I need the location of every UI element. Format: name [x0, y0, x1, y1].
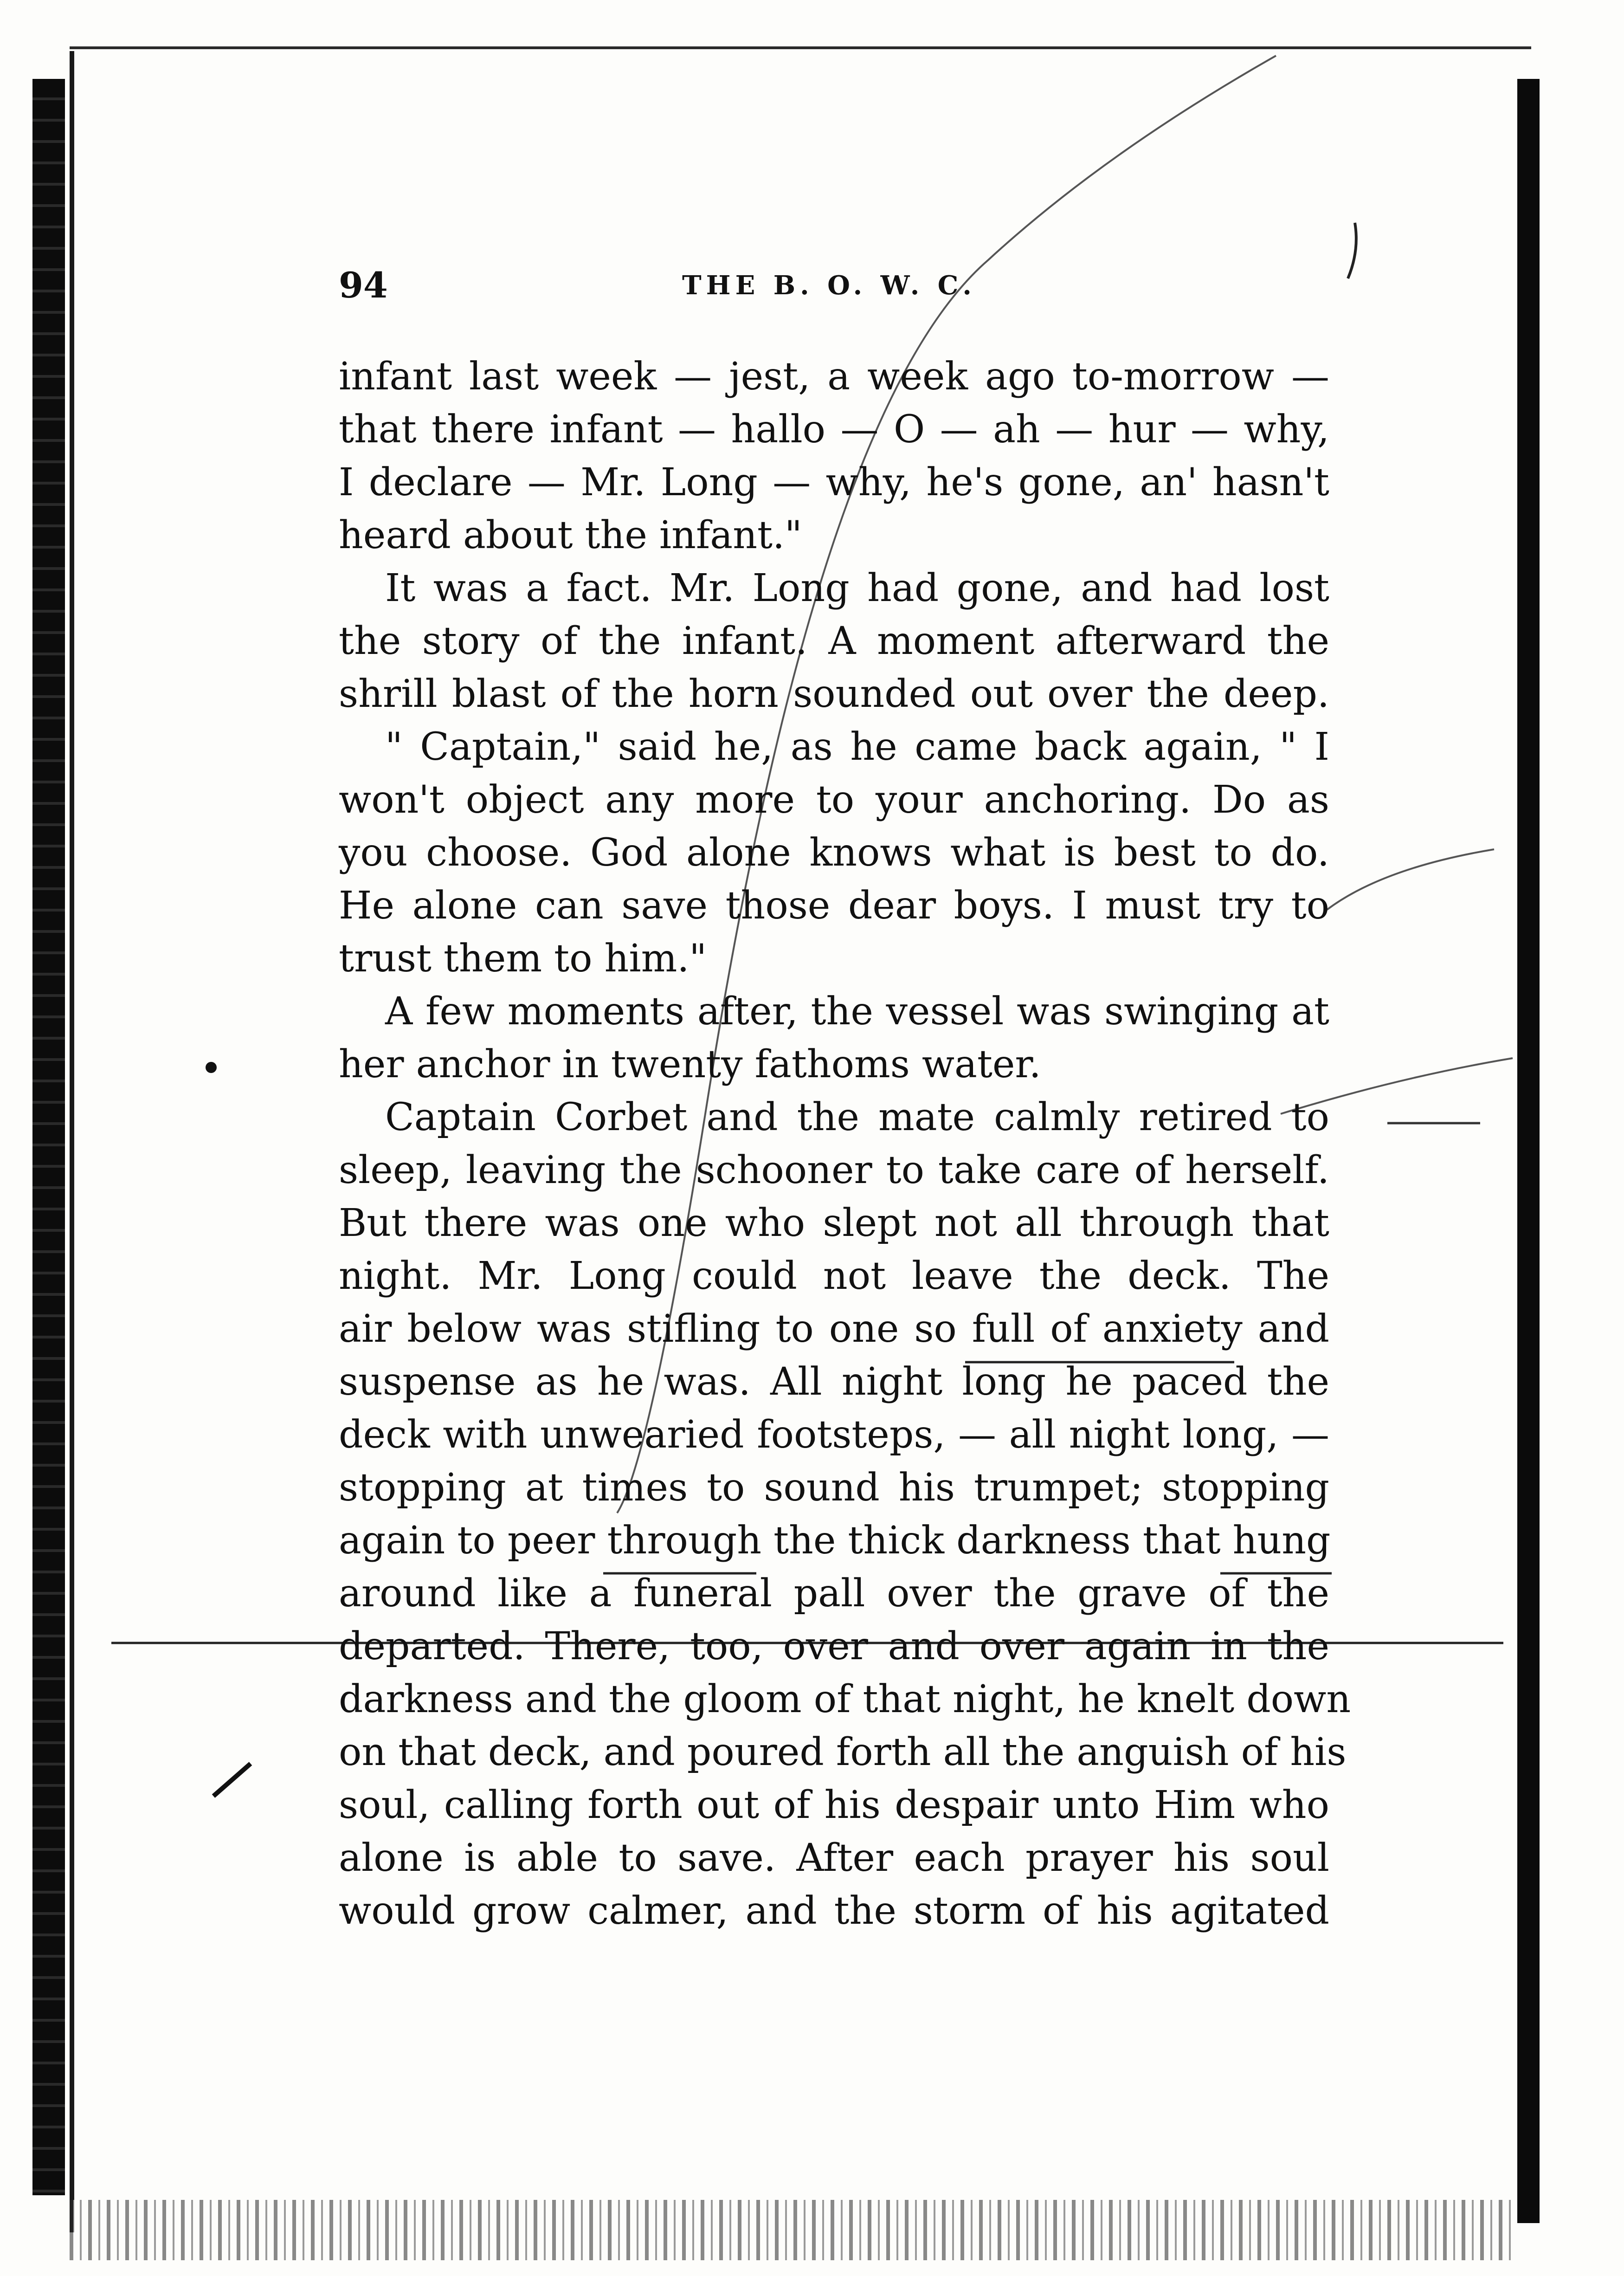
text-line: It was a fact. Mr. Long had gone, and had lost: [385, 566, 1329, 610]
text-line: He alone can save those dear boys. I must try to: [339, 884, 1329, 928]
text-line: trust them to him.": [339, 937, 707, 981]
text-line: " Captain," said he, as he came back again, " I: [385, 725, 1329, 769]
text-line: sleep, leaving the schooner to take care of herself.: [339, 1148, 1329, 1192]
text-line: the story of the infant. A moment afterward the: [339, 619, 1329, 663]
text-line: shrill blast of the horn sounded out over the deep.: [339, 672, 1329, 716]
text-line: alone is able to save. After each prayer his soul: [339, 1836, 1329, 1880]
text-line: air below was stifling to one so full of anxiety and: [339, 1307, 1329, 1351]
text-line: on that deck, and poured forth all the anguish of his: [339, 1730, 1347, 1774]
text-line: But there was one who slept not all through that: [339, 1201, 1329, 1245]
text-line: suspense as he was. All night long he paced the: [339, 1360, 1329, 1404]
body-text: [339, 350, 1351, 1938]
text-line: Captain Corbet and the mate calmly retired to: [385, 1095, 1329, 1139]
text-line: infant last week — jest, a week ago to-morrow —: [339, 355, 1329, 399]
margin-dot: [206, 1062, 217, 1073]
text-line: around like a funeral pall over the grave of the: [339, 1571, 1329, 1616]
running-head: THE B. O. W. C.: [682, 270, 976, 301]
text-line: I declare — Mr. Long — why, he's gone, an' hasn't: [339, 460, 1329, 504]
text-line: soul, calling forth out of his despair unto Him who: [339, 1783, 1329, 1827]
page-number: 94: [339, 265, 388, 306]
text-line: again to peer through the thick darkness that hung: [339, 1519, 1331, 1563]
margin-tick-mark: [213, 1764, 251, 1796]
text-line: won't object any more to your anchoring. Do as: [339, 778, 1329, 822]
text-line: you choose. God alone knows what is best to do.: [339, 831, 1329, 875]
page-header: [339, 260, 1336, 311]
text-line: stopping at times to sound his trumpet; stopping: [339, 1466, 1329, 1510]
text-line: heard about the infant.": [339, 513, 802, 557]
text-line: deck with unwearied footsteps, — all night long, —: [339, 1413, 1329, 1457]
text-line: darkness and the gloom of that night, he knelt down: [339, 1677, 1351, 1721]
text-line: that there infant — hallo — O — ah — hur — why,: [339, 407, 1329, 452]
text-line: A few moments after, the vessel was swinging at: [385, 989, 1329, 1034]
text-line: night. Mr. Long could not leave the deck. The: [339, 1254, 1329, 1298]
text-line: departed. There, too, over and over again in the: [339, 1624, 1329, 1668]
pencil-stroke-top-right: [1348, 223, 1356, 278]
text-line: her anchor in twenty fathoms water.: [339, 1042, 1041, 1086]
pencil-stroke-right-upper: [1327, 849, 1494, 910]
text-line: would grow calmer, and the storm of his agitated: [339, 1889, 1329, 1933]
